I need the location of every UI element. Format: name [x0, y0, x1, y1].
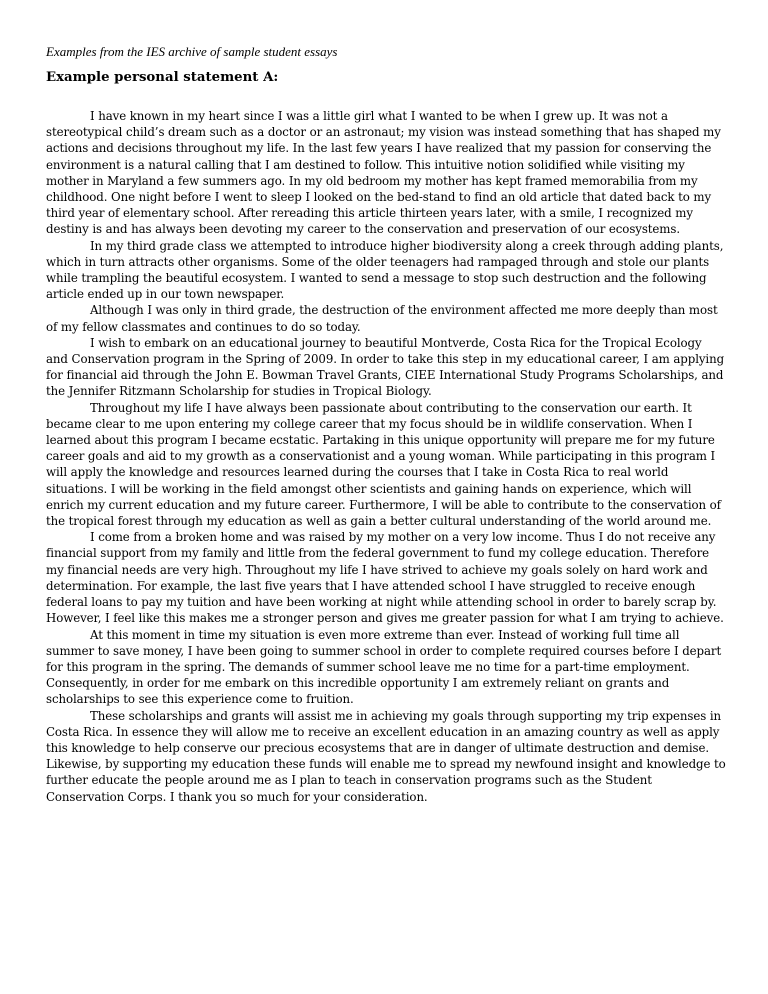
header-note: Examples from the IES archive of sample student essays [46, 44, 338, 59]
paragraph: Although I was only in third grade, the destruction of the environment affected me more deeply than most of my fellow classmates and continues to do so today. [46, 303, 718, 334]
document-page [46, 44, 726, 805]
paragraph: At this moment in time my situation is even more extreme than ever. Instead of working full time all summer to save money, I have been going to summer school in order to complete required courses before I depart for this program in the spring. The demands of summer school leave me no time for a part-time employment. Consequently, in order for me embark on this incredible opportunity I am extremely reliant on grants and scholarships to see this experience come to fruition. [46, 627, 722, 707]
paragraph: Throughout my life I have always been passionate about contributing to the conservation our earth. It became clear to me upon entering my college career that my focus should be in wildlife conservation. When I learned about this program I became ecstatic. Partaking in this unique opportunity will prepare me for my future career goals and aid to my growth as a conservationist and a young woman. While participating in this program I will apply the knowledge and resources learned during the courses that I take in Costa Rica to real world situations. I will be working in the field amongst other scientists and gaining hands on experience, which will enrich my current education and my future career. Furthermore, I will be able to contribute to the conservation of the tropical forest through my education as well as gain a better cultural understanding of the world around me. [46, 400, 721, 529]
paragraph: I have known in my heart since I was a little girl what I wanted to be when I grew up. It was not a stereotypical child’s dream such as a doctor or an astronaut; my vision was instead something that has shaped my actions and decisions throughout my life. In the last few years I have realized that my passion for conserving the environment is a natural calling that I am destined to follow. This intuitive notion solidified while visiting my mother in Maryland a few summers ago. In my old bedroom my mother has kept framed memorabilia from my childhood. One night before I went to sleep I looked on the bed-stand to find an old article that dated back to my third year of elementary school. After rereading this article thirteen years later, with a smile, I recognized my destiny is and has always been devoting my career to the conservation and preservation of our ecosystems. [46, 109, 721, 237]
paragraph: I wish to embark on an educational journey to beautiful Montverde, Costa Rica for the Tropical Ecology and Conservation program in the Spring of 2009. In order to take this step in my educational career, I am applying for financial aid through the John E. Bowman Travel Grants, CIEE International Study Programs Scholarships, and the Jennifer Ritzmann Scholarship for studies in Tropical Biology. [46, 335, 725, 399]
essay-body [46, 108, 726, 805]
paragraph: These scholarships and grants will assist me in achieving my goals through supporting my trip expenses in Costa Rica. In essence they will allow me to receive an excellent education in an amazing country as well as apply this knowledge to help conserve our precious ecosystems that are in danger of ultimate destruction and demise. Likewise, by supporting my education these funds will enable me to spread my newfound insight and knowledge to further educate the people around me as I plan to teach in conservation programs such as the Student Conservation Corps. I thank you so much for your consideration. [46, 708, 726, 804]
section-title: Example personal statement A: [46, 70, 279, 85]
paragraph: In my third grade class we attempted to introduce higher biodiversity along a creek through adding plants, which in turn attracts other organisms. Some of the older teenagers had rampaged through and stole our plants while trampling the beautiful ecosystem. I wanted to send a message to stop such destruction and the following article ended up in our town newspaper. [46, 238, 724, 302]
paragraph: I come from a broken home and was raised by my mother on a very low income. Thus I do not receive any financial support from my family and little from the federal government to fund my college education. Therefore my financial needs are very high. Throughout my life I have strived to achieve my goals solely on hard work and determination. For example, the last five years that I have attended school I have struggled to receive enough federal loans to pay my tuition and have been working at night while attending school in order to barely scrap by. However, I feel like this makes me a stronger person and gives me greater passion for what I am trying to achieve. [46, 530, 724, 626]
